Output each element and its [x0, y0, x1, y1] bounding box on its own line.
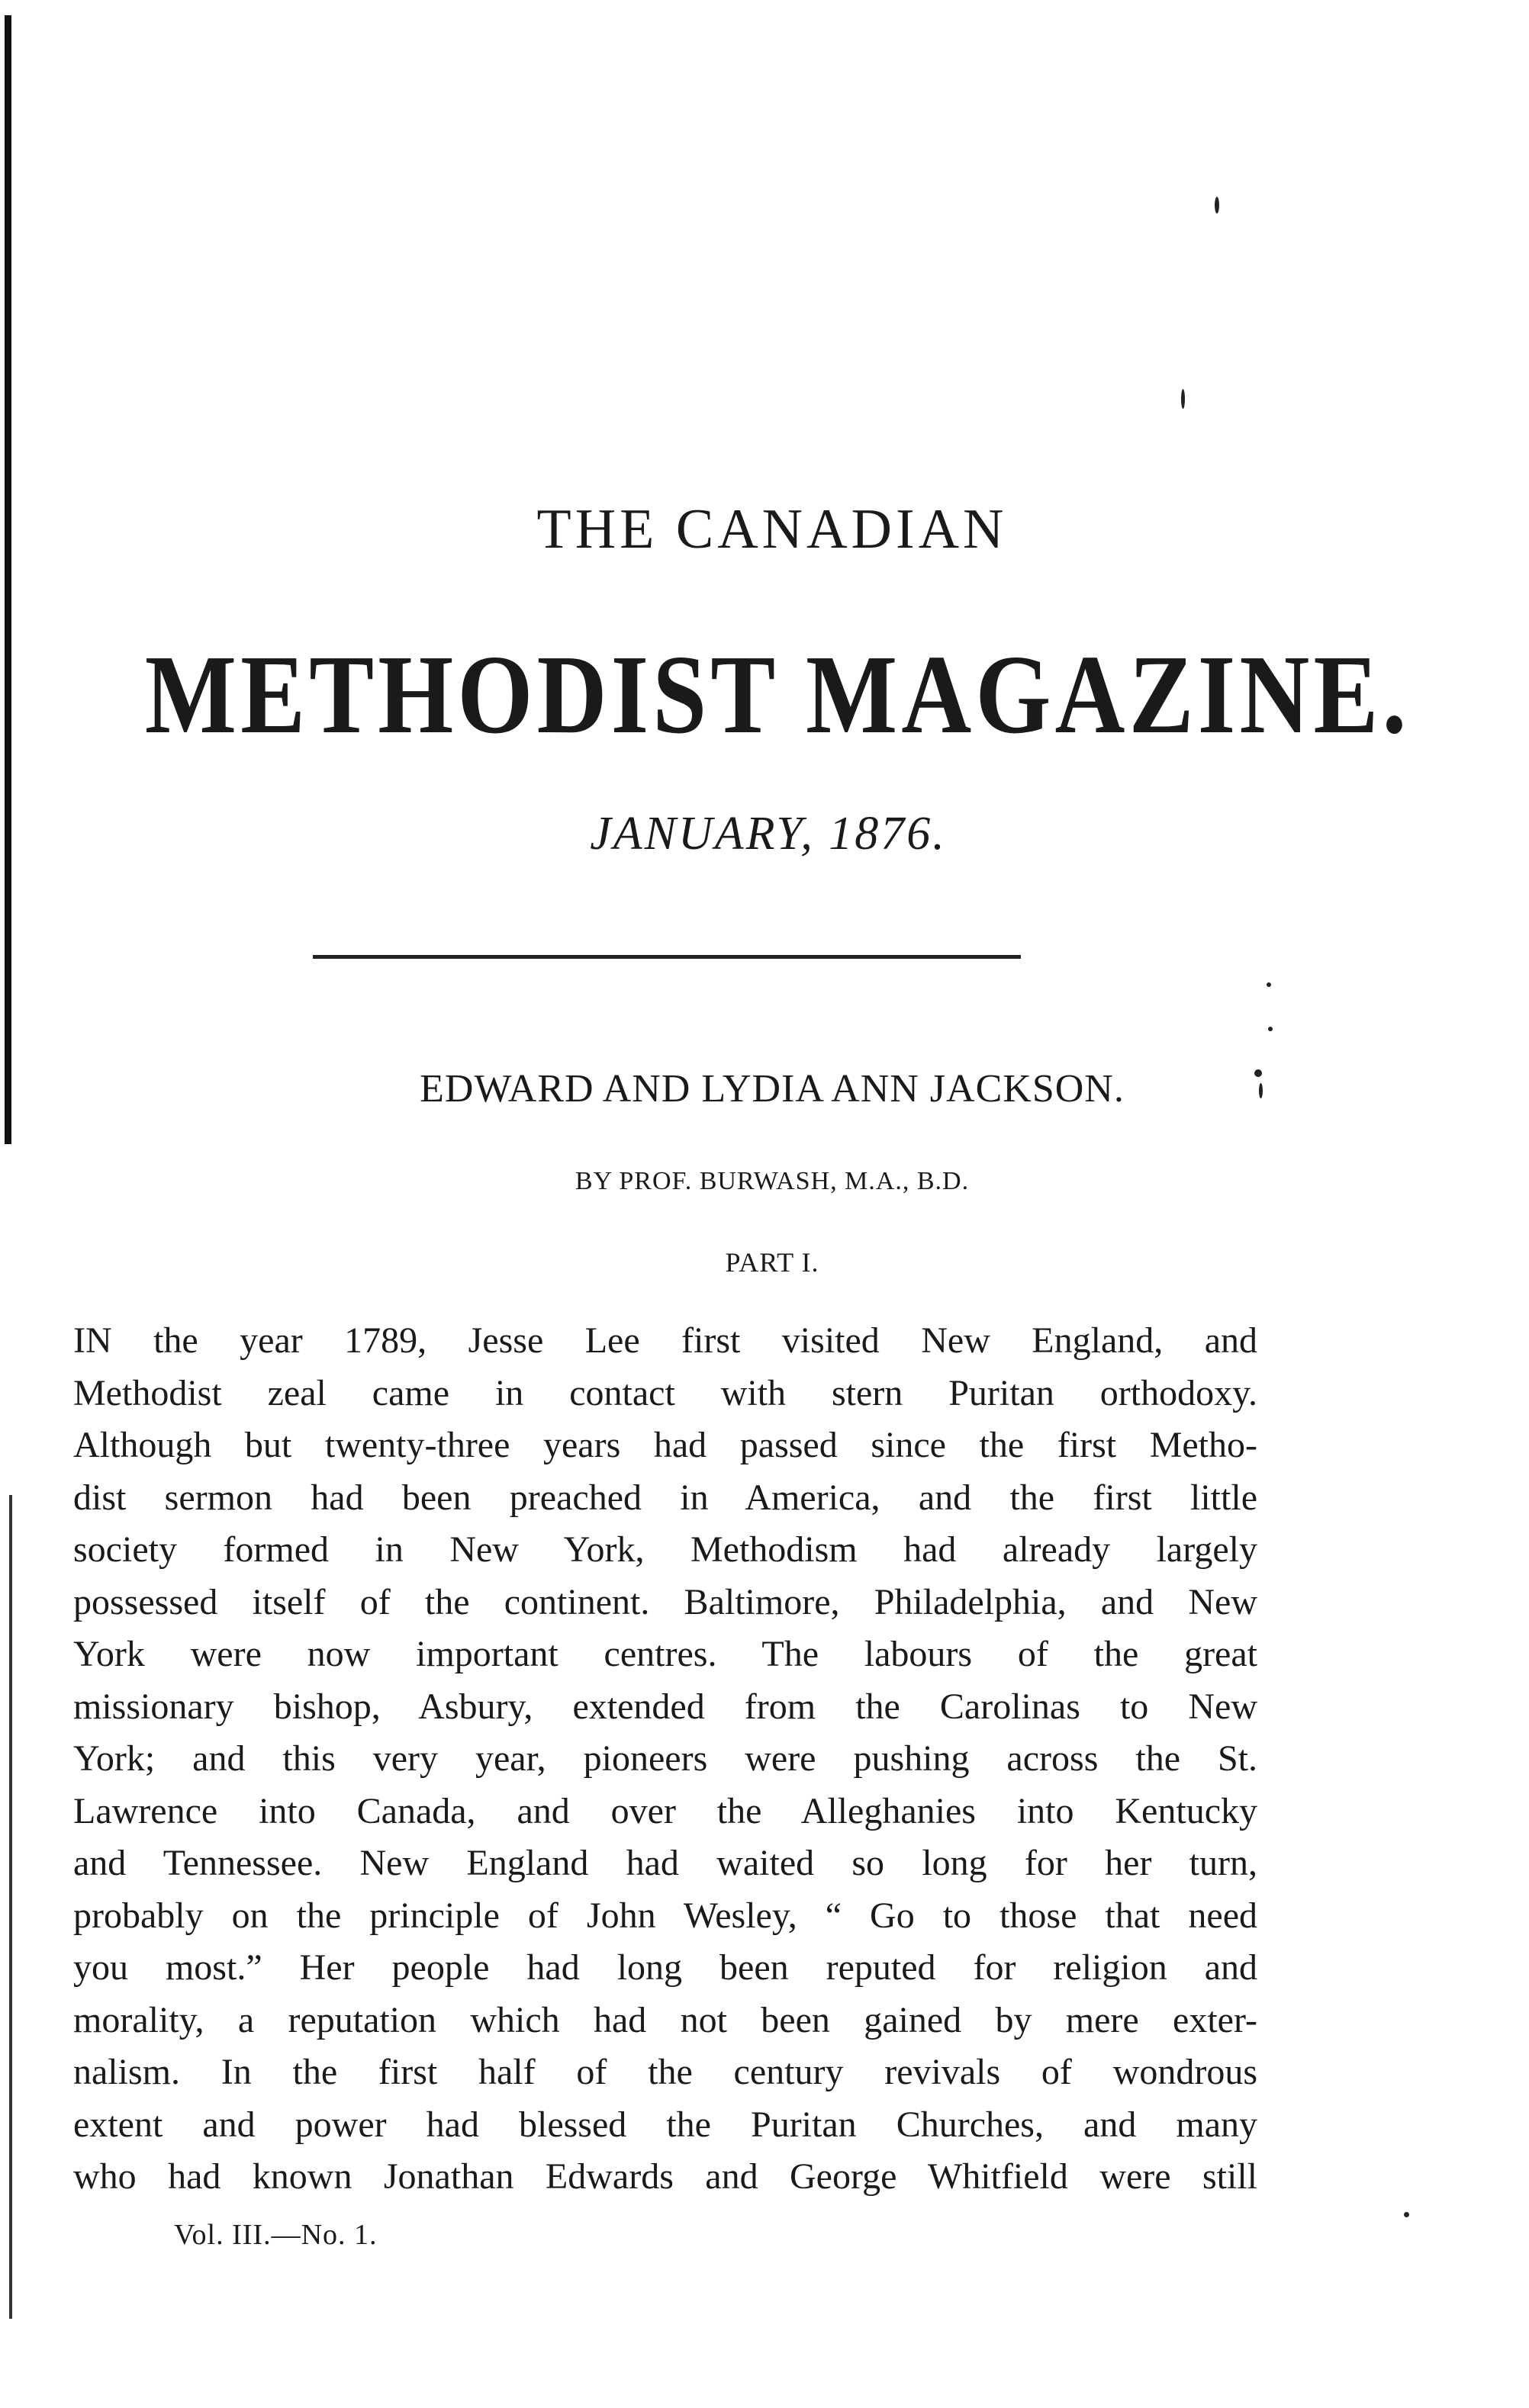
body-line: dist sermon had been preached in America, and the first little	[73, 1477, 1257, 1518]
body-line: missionary bishop, Asbury, extended from the Carolinas to New	[73, 1686, 1257, 1727]
page-edge-shadow	[5, 15, 11, 1144]
article-title: EDWARD AND LYDIA ANN JACKSON.	[420, 1067, 1125, 1111]
body-line: probably on the principle of John Wesley, “ Go to those that need	[73, 1895, 1257, 1936]
issue-date: JANUARY, 1876.	[590, 808, 947, 860]
body-line: morality, a reputation which had not been gained by mere exter-	[73, 1999, 1257, 2040]
print-speck	[1268, 1027, 1273, 1031]
body-line: nalism. In the first half of the century revivals of wondrous	[73, 2052, 1257, 2092]
body-line: IN the year 1789, Jesse Lee first visited New England, and	[73, 1320, 1257, 1361]
article-byline: BY PROF. BURWASH, M.A., B.D.	[575, 1167, 970, 1195]
print-speck	[1215, 197, 1219, 214]
body-line: York; and this very year, pioneers were pushing across the St.	[73, 1738, 1257, 1779]
body-line: Methodist zeal came in contact with stern Puritan orthodoxy.	[73, 1372, 1257, 1413]
body-line: and Tennessee. New England had waited so long for her turn,	[73, 1843, 1257, 1883]
body-line: who had known Jonathan Edwards and George Whitfield were still	[73, 2156, 1257, 2197]
magazine-title-line2: METHODIST MAGAZINE.	[144, 632, 1411, 757]
magazine-title-line1: THE CANADIAN	[536, 498, 1008, 561]
body-line: Lawrence into Canada, and over the Alleghanies into Kentucky	[73, 1790, 1257, 1831]
body-line: extent and power had blessed the Puritan Churches, and many	[73, 2104, 1257, 2145]
body-line: Although but twenty-three years had passed since the first Metho-	[73, 1425, 1257, 1465]
article-body	[73, 1315, 1257, 2204]
body-line: you most.” Her people had long been reputed for religion and	[73, 1947, 1257, 1988]
body-line: York were now important centres. The labours of the great	[73, 1634, 1257, 1674]
print-speck	[1181, 389, 1185, 409]
volume-signature: Vol. III.—No. 1.	[174, 2219, 378, 2251]
page-edge-shadow-lower	[9, 1495, 12, 2319]
body-line: possessed itself of the continent. Baltimore, Philadelphia, and New	[73, 1581, 1257, 1622]
print-speck	[1267, 982, 1271, 987]
body-line: society formed in New York, Methodism had already largely	[73, 1529, 1257, 1570]
print-speck	[1404, 2212, 1409, 2217]
section-rule	[313, 955, 1021, 959]
article-part: PART I.	[725, 1247, 819, 1278]
